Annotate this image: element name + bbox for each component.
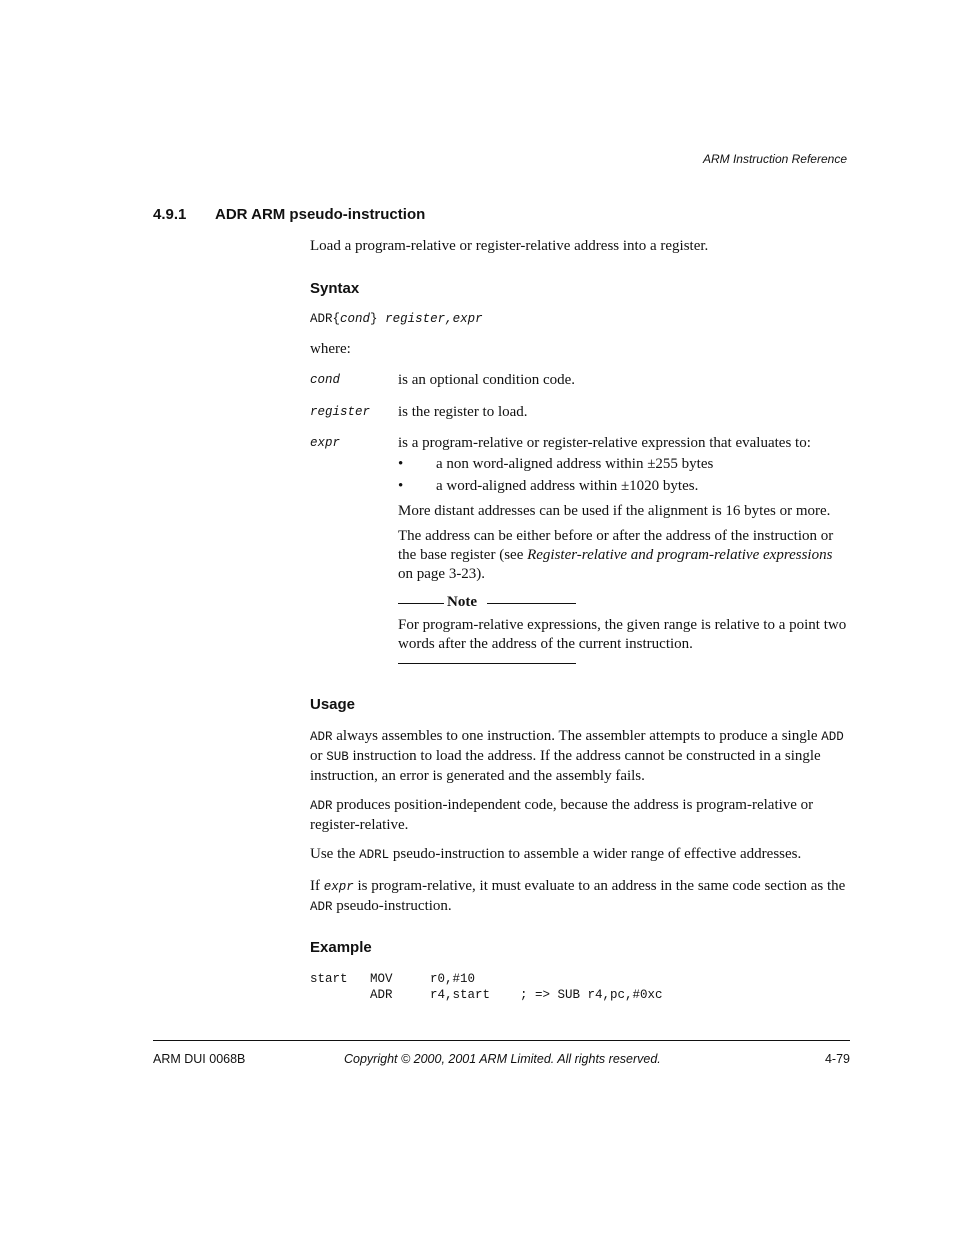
footer-page-number: 4-79 — [824, 1052, 850, 1066]
usage-text: Use the — [310, 846, 360, 862]
param-name-cond: cond — [310, 373, 341, 387]
usage-text: If — [310, 878, 324, 894]
param-desc-register: is the register to load. — [398, 404, 528, 420]
param-name-register: register — [310, 405, 371, 419]
code-expr: expr — [323, 880, 354, 894]
usage-text: instruction to load the address. If the address cannot be constructed in a single instruction, an error is generated and the assembly fails. — [310, 748, 821, 784]
bullet-marker: • — [398, 456, 404, 472]
note-text: For program-relative expressions, the given range is relative to a point two words after the address of the current instruction. — [398, 617, 847, 652]
footer-doc-id: ARM DUI 0068B — [153, 1052, 246, 1066]
code-sub: SUB — [326, 750, 349, 764]
address-paragraph — [398, 527, 850, 584]
bullet-item: a non word-aligned address within ±255 bytes — [436, 456, 714, 472]
running-header: ARM Instruction Reference — [702, 152, 847, 166]
syntax-mnemonic: ADR — [310, 312, 333, 326]
bullet-item: a word-aligned address within ±1020 bytes. — [436, 478, 699, 494]
syntax-operands: register,expr — [385, 312, 483, 326]
note-rule-left — [398, 603, 444, 604]
address-crossref: Register-relative and program-relative expressions — [527, 547, 833, 563]
usage-text: always assembles to one instruction. The assembler attempts to produce a single — [332, 728, 822, 744]
param-desc-cond: is an optional condition code. — [398, 372, 576, 388]
code-add: ADD — [821, 730, 844, 744]
usage-paragraph-4 — [310, 877, 850, 917]
syntax-where: where: — [310, 341, 351, 357]
syntax-line — [310, 312, 483, 326]
usage-text: produces position-independent code, because the address is program-relative or register-relative. — [310, 797, 814, 833]
footer-rule — [153, 1040, 850, 1041]
example-code-line: start MOV r0,#10 — [310, 972, 476, 986]
usage-paragraph-3 — [310, 845, 850, 865]
syntax-brace-open: { — [332, 312, 341, 326]
note-rule-bottom — [398, 663, 576, 664]
usage-paragraph-1 — [310, 727, 850, 786]
param-name-expr: expr — [310, 436, 341, 450]
example-code-line: ADR r4,start ; => SUB r4,pc,#0xc — [310, 988, 663, 1002]
address-text-1: The address can be either before or after the address of the instruction or the base register (see — [398, 528, 834, 563]
example-heading: Example — [310, 939, 372, 956]
usage-paragraph-2 — [310, 796, 850, 835]
code-adr: ADR — [310, 730, 333, 744]
code-adr: ADR — [310, 900, 333, 914]
usage-text: is program-relative, it must evaluate to an address in the same code section as the — [353, 878, 846, 894]
code-adrl: ADRL — [359, 848, 390, 862]
syntax-brace-close: } — [370, 312, 378, 326]
section-intro: Load a program-relative or register-relative address into a register. — [310, 238, 709, 254]
usage-text: or — [310, 748, 327, 764]
syntax-cond: cond — [340, 312, 371, 326]
more-distant-text: More distant addresses can be used if the alignment is 16 bytes or more. — [398, 503, 831, 519]
usage-text: pseudo-instruction to assemble a wider range of effective addresses. — [389, 846, 802, 862]
bullet-marker: • — [398, 478, 404, 494]
footer-copyright: Copyright © 2000, 2001 ARM Limited. All rights reserved. — [344, 1052, 661, 1066]
address-text-2: on page 3-23). — [398, 566, 486, 582]
section-number: 4.9.1 — [153, 206, 187, 223]
note-rule-right — [487, 603, 576, 604]
code-adr: ADR — [310, 799, 333, 813]
usage-heading: Usage — [310, 696, 356, 713]
syntax-heading: Syntax — [310, 280, 360, 297]
note-label: Note — [447, 594, 477, 610]
param-desc-expr: is a program-relative or register-relative expression that evaluates to: — [398, 435, 811, 451]
usage-text: pseudo-instruction. — [332, 898, 452, 914]
section-title: ADR ARM pseudo-instruction — [215, 206, 426, 223]
